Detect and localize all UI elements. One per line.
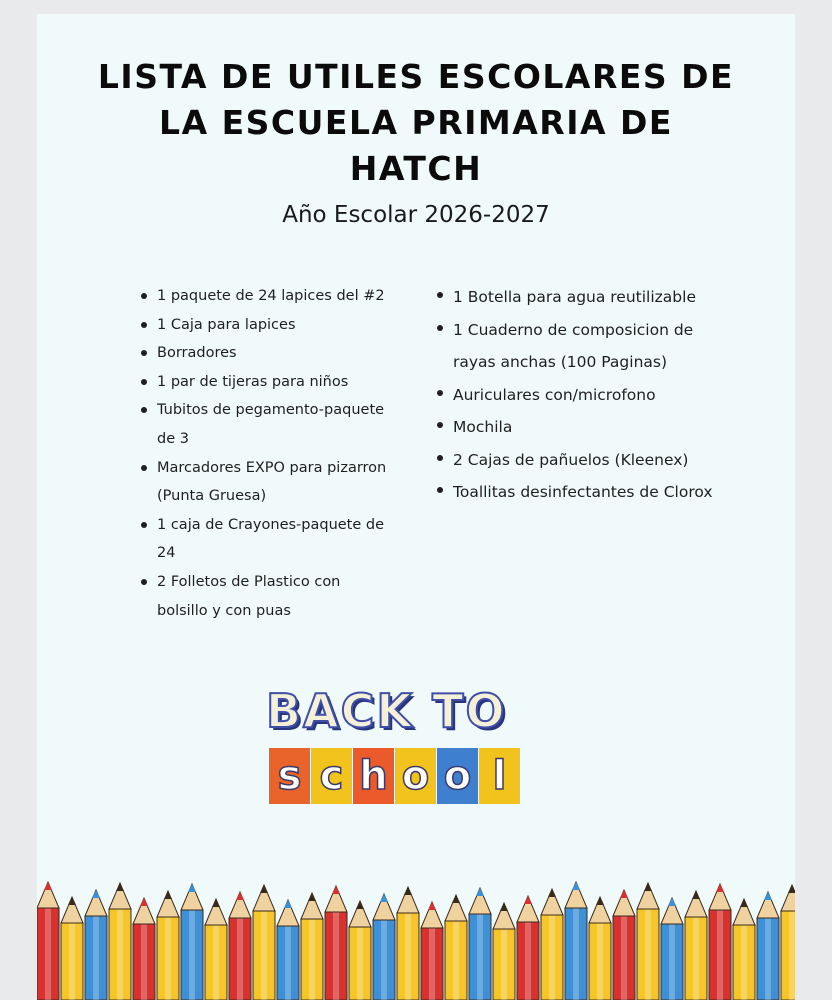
pencil-icon	[445, 895, 467, 1000]
pencil-icon	[325, 886, 347, 1000]
logo-letter-tile: o	[437, 748, 478, 804]
list-item: Toallitas desinfectantes de Clorox	[435, 476, 715, 509]
back-to-school-logo	[266, 684, 566, 809]
pencil-icon	[157, 891, 179, 1000]
pencil-icon	[205, 899, 227, 1000]
list-item: 2 Cajas de pañuelos (Kleenex)	[435, 444, 715, 477]
list-item: 2 Folletos de Plastico con bolsillo y con puas	[139, 568, 389, 625]
list-item: Auriculares con/microfono	[435, 379, 715, 412]
logo-letter-tile: c	[311, 748, 352, 804]
logo-text-back-to: BACK TO	[266, 684, 507, 738]
logo-letter-tile: s	[269, 748, 310, 804]
school-year-subtitle: Año Escolar 2026-2027	[282, 202, 550, 228]
pencil-icon	[301, 893, 323, 1000]
list-item: 1 Cuaderno de composicion de rayas anchas (100 Paginas)	[435, 314, 715, 379]
list-item: 1 paquete de 24 lapices del #2	[139, 282, 389, 311]
document-page	[37, 14, 795, 1000]
pencil-icon	[253, 885, 275, 1000]
logo-letter-tile: l	[479, 748, 520, 804]
pencil-icon	[469, 888, 491, 1000]
pencil-icon	[685, 891, 707, 1000]
pencil-icon	[61, 897, 83, 1000]
logo-school-tiles	[269, 748, 569, 808]
pencil-icon	[373, 894, 395, 1000]
list-item: Tubitos de pegamento-paquete de 3	[139, 396, 389, 453]
pencil-icon	[229, 892, 251, 1000]
supply-list-left	[139, 282, 389, 625]
pencil-icon	[493, 903, 515, 1000]
logo-line-back-to	[266, 684, 566, 744]
pencil-icon	[349, 901, 371, 1000]
pencil-icon	[781, 885, 795, 1000]
logo-letter-tile: h	[353, 748, 394, 804]
pencil-icon	[757, 892, 779, 1000]
list-item: 1 par de tijeras para niños	[139, 368, 389, 397]
pencil-icon	[589, 897, 611, 1000]
pencil-icon	[733, 899, 755, 1000]
pencil-icon	[37, 882, 59, 1000]
pencil-icon	[517, 896, 539, 1000]
pencil-icon	[421, 902, 443, 1000]
logo-letter-tile: o	[395, 748, 436, 804]
document-title: LISTA DE UTILES ESCOLARES DE LA ESCUELA PRIMARIA DE HATCH	[97, 57, 735, 188]
pencil-icon	[565, 882, 587, 1000]
supply-list-right	[435, 281, 715, 509]
pencil-icon	[661, 898, 683, 1000]
list-item: 1 caja de Crayones-paquete de 24	[139, 511, 389, 568]
pencil-icon	[613, 890, 635, 1000]
pencil-icon	[133, 898, 155, 1000]
list-item: 1 Caja para lapices	[139, 311, 389, 340]
pencil-icon	[109, 883, 131, 1000]
pencil-icon	[541, 889, 563, 1000]
pencil-icon	[637, 883, 659, 1000]
list-item: Marcadores EXPO para pizarron (Punta Gruesa)	[139, 454, 389, 511]
list-item: Borradores	[139, 339, 389, 368]
list-item: 1 Botella para agua reutilizable	[435, 281, 715, 314]
pencil-icon	[85, 890, 107, 1000]
pencil-icon	[277, 900, 299, 1000]
pencil-border-illustration	[37, 864, 795, 1000]
pencil-icon	[397, 887, 419, 1000]
pencil-icon	[181, 884, 203, 1000]
list-item: Mochila	[435, 411, 715, 444]
pencil-icon	[709, 884, 731, 1000]
